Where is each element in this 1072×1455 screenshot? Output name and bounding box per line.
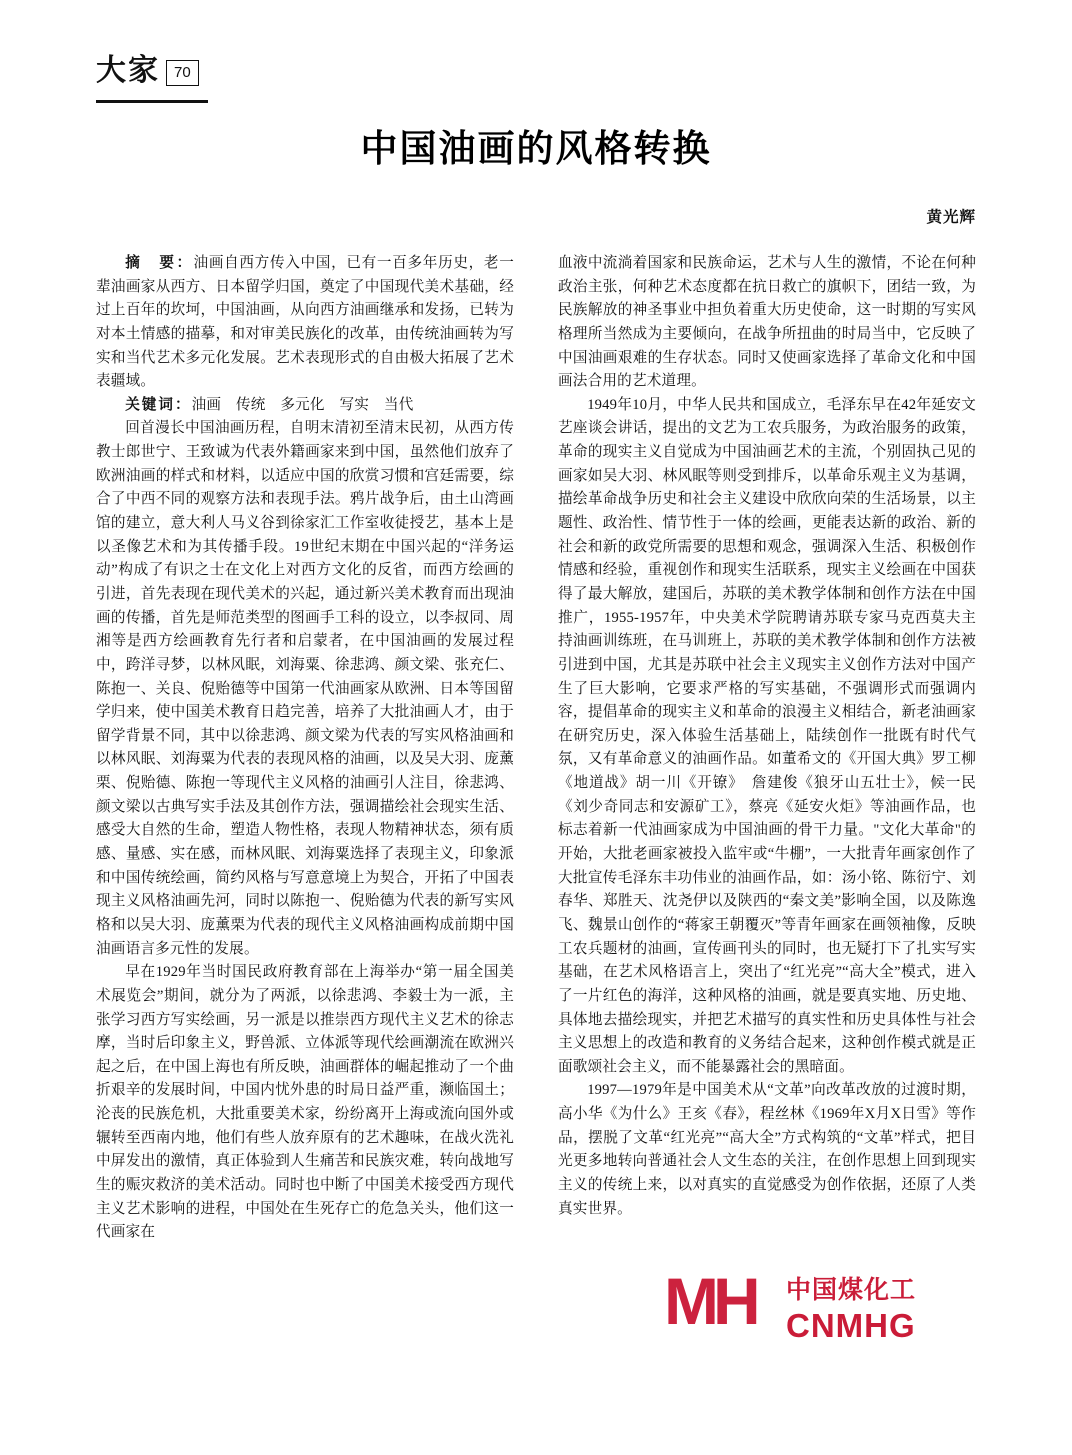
keywords-text: 油画 传统 多元化 写实 当代 <box>191 396 414 413</box>
body-paragraph: 回首漫长中国油画历程，自明末清初至清末民初，从西方传教士郎世宁、王致诚为代表外籍画家来到中国，虽然他们放弃了欧洲油画的样式和材料，以适应中国的欣赏习惯和宫廷需要，综合了中西不同的观察方法和表现手法。鸦片战争后，由土山湾画馆的建立，意大利人马义谷到徐家汇工作室收徒授艺，基本上是以圣像艺术和为其传播手段。19世纪末期在中国兴起的“洋务运动”构成了有识之士在文化上对西方文化的反省，而西方绘画的引进，首先表现在现代美术的兴起，通过新兴美术教育而出现油画的传播，首先是师范类型的图画手工科的设立，以李叔同、周湘等是西方绘画教育先行者和启蒙者，在中国油画的发展过程中，跨洋寻梦，以林风眠，刘海粟、徐悲鸿、颜文梁、张充仁、陈抱一、关良、倪贻德等中国第一代油画家从欧洲、日本等国留学归来，使中国美术教育日趋完善，培养了大批油画人才，由于留学背景不同，其中以徐悲鸿、颜文梁为代表的写实风格油画和以林风眠、刘海粟为代表的表现风格的油画，以及吴大羽、庞薰栗、倪贻德、陈抱一等现代主义风格的油画引人注目，徐悲鸿、颜文梁以古典写实手法及其创作方法，强调描绘社会现实生活、感受大自然的生命，塑造人物性格，表现人物精神状态，须有质感、量感、实在感，而林风眠、刘海粟选择了表现主义，印象派和中国传统绘画，简约风格与写意意境上为契合，开拓了中国表现主义风格油画先河，同时以陈抱一、倪贻德为代表的新写实风格和以吴大羽、庞薰栗为代表的现代主义风格油画构成前期中国油画语言多元性的发展。 <box>96 420 514 957</box>
page-title: 中国油画的风格转换 <box>360 126 712 170</box>
watermark-logo-icon: MH <box>664 1264 755 1338</box>
body-paragraph: 1997—1979年是中国美术从“文革”向改革改放的过渡时期，高小华《为什么》王亥《春》，程丝林《1969年X月X日雪》等作品，摆脱了文革“红光亮”“高大全”方式构筑的“文革”样式，把目光更多地转向普通社会人文生态的关注，在创作思想上回到现实主义的传统上来，以对真实的直觉感受为创作依据，还原了人类真实世界。 <box>558 1082 976 1217</box>
masthead <box>96 56 199 86</box>
keywords-paragraph <box>96 394 514 418</box>
body-paragraph: 早在1929年当时国民政府教育部在上海举办“第一届全国美术展览会”期间，就分为了两派，以徐悲鸿、李毅士为一派，主张学习西方写实绘画，另一派是以推崇西方现代主义艺术的徐志摩，当时后印象主义，野兽派、立体派等现代绘画潮流在欧洲兴起之后，在中国上海也有所反映，油画群体的崛起推动了一个曲折艰辛的发展时间，中国内忧外患的时局日益严重，濒临国土；沦丧的民族危机，大批重要美术家，纷纷离开上海或流向国外或辗转至西南内地，他们有些人放弃原有的艺术趣味，在战火洗礼中屏发出的激情，真正体验到人生痛苦和民族灾难，转向战地写生的赈灾救济的美术活动。同时也中断了中国美术接受西方现代主义艺术影响的进程，中国处在生死存亡的危急关头，他们这一代画家在 <box>96 964 514 1241</box>
keywords-label: 关键词： <box>125 396 192 413</box>
journal-name: 大家 <box>96 54 160 87</box>
masthead-rule <box>96 100 208 103</box>
abstract-label: 摘 要： <box>125 255 194 271</box>
abstract-text: 油画自西方传入中国，已有一百多年历史，老一辈油画家从西方、日本留学归国，奠定了中国现代美术基础，经过上百年的坎坷，中国油画，从向西方油画继承和发扬，已转为对本土情感的描摹，和对审美民族化的改革，由传统油画转为写实和当代艺术多元化发展。艺术表现形式的自由极大拓展了艺术表疆域。 <box>96 255 514 390</box>
body-paragraph: 血液中流淌着国家和民族命运，艺术与人生的激情，不论在何种政治主张，何种艺术态度都在抗日救亡的旗帜下，团结一致，为民族解放的神圣事业中担负着重大历史使命，这一时期的写实风格理所当然成为主要倾向，在战争所扭曲的时局当中，它反映了中国油画艰难的生存状态。同时又使画家选择了革命文化和中国画法合用的艺术道理。 <box>558 255 976 390</box>
author-name: 黄光辉 <box>926 209 976 226</box>
watermark-chinese-text: 中国煤化工 <box>786 1276 917 1304</box>
column-left <box>96 252 514 1372</box>
column-right <box>558 252 976 1372</box>
watermark-english-text: CNMHG <box>786 1307 916 1344</box>
body-paragraph: 1949年10月，中华人民共和国成立，毛泽东早在42年延安文艺座谈会讲话，提出的文艺为工农兵服务，为政治服务的政策，革命的现实主义自觉成为中国油画艺术的主流，个别固执己见的画家如吴大羽、林风眠等则受到排斥，以革命乐观主义为基调，描绘革命战争历史和社会主义建设中欣欣向荣的生活场景，以主题性、政治性、情节性于一体的绘画，更能表达新的政治、新的社会和新的政党所需要的思想和观念，强调深入生活、积极创作情感和经验，重视创作和现实生活联系，现实主义绘画在中国获得了最大解放，建国后，苏联的美术教学体制和创作方法在中国推广，1955-1957年，中央美术学院聘请苏联专家马克西莫夫主持油画训练班，在马训班上，苏联的美术教学体制和创作方法被引进到中国，尤其是苏联中社会主义现实主义创作方法对中国产生了巨大影响，它要求严格的写实基础，不强调形式而强调内容，提倡革命的现实主义和革命的浪漫主义相结合，新老油画家在研究历史，深入体验生活基础上，陆续创作一批既有时代气氛，又有革命意义的油画作品。如董希文的《开国大典》罗工柳《地道战》胡一川《开镣》 詹建俊《狼牙山五壮士》，候一民《刘少奇同志和安源矿工》，蔡亮《延安火炬》等油画作品，也标志着新一代油画家成为中国油画的骨干力量。"文化大革命"的开始，大批老画家被投入监牢或“牛棚”，一大批青年画家创作了大批宣传毛泽东丰功伟业的油画作品，如：汤小铭、陈衍宁、刘春华、郑胜天、沈尧伊以及陕西的“秦文美”影响全国，以及陈逸飞、魏景山创作的“蒋家王朝覆灭”等青年画家在画领袖像，反映工农兵题材的油画，宣传画刊头的同时，也无疑打下了扎实写实基础，在艺术风格语言上，突出了“红光亮”“高大全”模式，进入了一片红色的海洋，这种风格的油画，就是要真实地、历史地、具体地去描绘现实，并把艺术描写的真实性和历史具体性与社会主义思想上的改造和教育的义务结合起来，这种创作模式就是正面歌颂社会主义，而不能暴露社会的黑暗面。 <box>558 396 976 1075</box>
page-number-badge: 70 <box>166 60 199 86</box>
abstract-paragraph <box>96 252 514 394</box>
article-columns <box>96 252 976 1372</box>
